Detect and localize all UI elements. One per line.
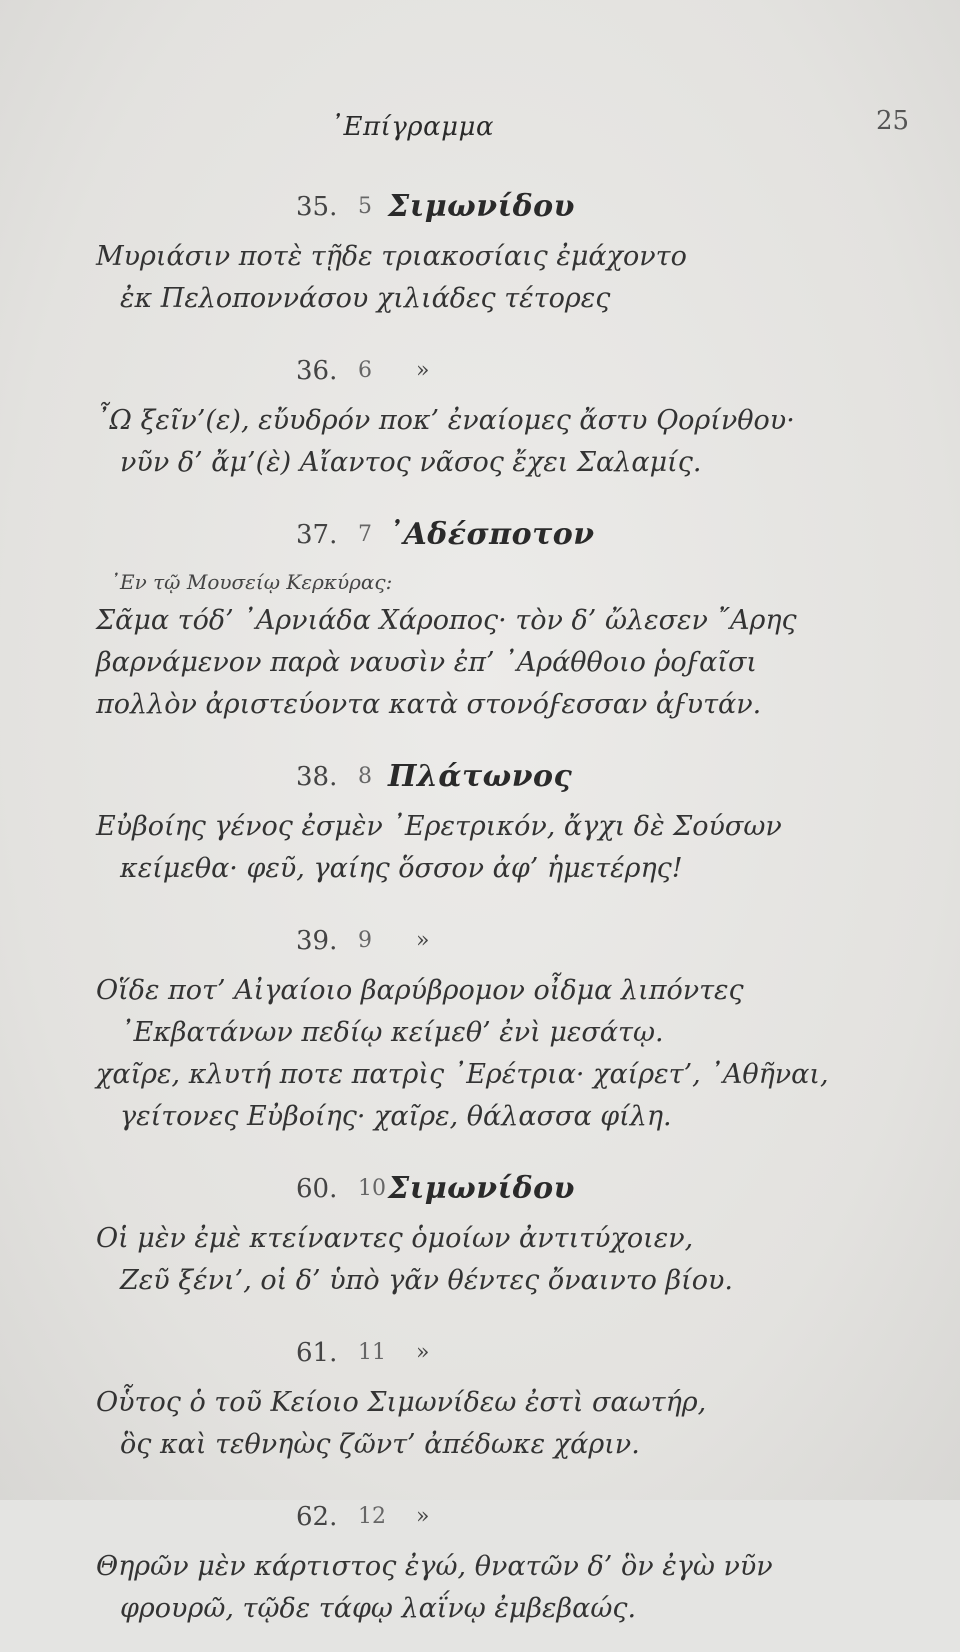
epigram-note: ᾿Εν τῷ Μουσείῳ Κερκύρας: [110,570,393,594]
epigram-list [96,178,876,1652]
epigram-number: 60. [296,1174,338,1204]
epigram-author: Πλάτωνος [388,759,573,794]
epigram [96,912,876,1138]
epigram-subnumber: 7 [358,522,372,547]
epigram-subnumber: 12 [358,1504,386,1529]
verse-line: ὃς καὶ τεθνηὼς ζῶντ’ ἀπέδωκε χάριν. [120,1429,640,1460]
epigram-number: 37. [296,520,338,550]
verse-line: ῏Ω ξεῖν’(ε), εὔυδρόν ποκ’ ἐναίομες ἄστυ Ϙορίνθου· [96,405,795,436]
epigram-heading [96,178,876,236]
epigram-heading [96,1488,876,1546]
epigram-subnumber: 5 [358,194,372,219]
epigram-heading [96,1160,876,1218]
epigram-author: ᾿Αδέσποτον [388,517,595,552]
epigram-number: 35. [296,192,338,222]
epigram-heading [96,1324,876,1382]
verse-line: Θηρῶν μὲν κάρτιστος ἐγώ, θνατῶν δ’ ὃν ἐγὼ νῦν [96,1551,773,1582]
epigram [96,748,876,890]
epigram-number: 39. [296,926,338,956]
epigram-number: 62. [296,1502,338,1532]
epigram-subnumber: 10 [358,1176,386,1201]
verse-line: χαῖρε, κλυτή ποτε πατρὶς ᾿Ερέτρια· χαίρετ’, ᾿Αθῆναι, [96,1059,829,1090]
verse-line: Οἵδε ποτ’ Αἰγαίοιο βαρύβρομον οἶδμα λιπόντες [96,975,744,1006]
epigram-author: Σιμωνίδου [388,189,575,224]
verse-line: Σᾶμα τόδ’ ᾿Αρνιάδα Χάροπος· τὸν δ’ ὤλεσεν ῎Αρης [96,605,797,636]
epigram-subnumber: 8 [358,764,372,789]
epigram-heading [96,506,876,564]
verse-line: Οἱ μὲν ἐμὲ κτείναντες ὁμοίων ἀντιτύχοιεν, [96,1223,694,1254]
verse-line: ἐκ Πελοποννάσου χιλιάδες τέτορες [120,283,611,314]
epigram-heading [96,748,876,806]
epigram [96,1160,876,1302]
page-number: 25 [876,106,910,136]
epigram [96,178,876,320]
epigram-heading [96,342,876,400]
ditto-mark: » [416,928,430,953]
epigram-subnumber: 11 [358,1340,386,1365]
verse-line: Εὐβοίης γένος ἐσμὲν ᾿Ερετρικόν, ἄγχι δὲ Σούσων [96,811,782,842]
epigram-subnumber: 9 [358,928,372,953]
verse-line: βαρνάμενον παρὰ ναυσὶν ἐπ’ ᾿Αράθθοιο ῥοϝαῖσι [96,647,757,678]
epigram [96,342,876,484]
verse-line: γείτονες Εὐβοίης· χαῖρε, θάλασσα φίλη. [120,1101,672,1132]
epigram-subnumber: 6 [358,358,372,383]
ditto-mark: » [416,358,430,383]
epigram-number: 36. [296,356,338,386]
verse-line: κείμεθα· φεῦ, γαίης ὅσσον ἀφ’ ἡμετέρης! [120,853,683,884]
verse-line: Μυριάσιν ποτὲ τῇδε τριακοσίαις ἐμάχοντο [96,241,687,272]
epigram [96,1324,876,1466]
epigram-author: Σιμωνίδου [388,1171,575,1206]
verse-line: Ζεῦ ξένι’, οἱ δ’ ὑπὸ γᾶν θέντες ὄναιντο βίου. [120,1265,733,1296]
verse-line: φρουρῶ, τῷδε τάφῳ λαΐνῳ ἐμβεβαώς. [120,1593,637,1624]
epigram-number: 38. [296,762,338,792]
verse-line: Οὗτος ὁ τοῦ Κείοιο Σιμωνίδεω ἐστὶ σαωτήρ, [96,1387,707,1418]
epigram [96,1488,876,1630]
running-title: ᾿Επίγραμμα [330,112,494,142]
running-head [0,106,960,152]
ditto-mark: » [416,1504,430,1529]
ditto-mark: » [416,1340,430,1365]
epigram-heading [96,912,876,970]
epigram [96,506,876,726]
epigram-number: 61. [296,1338,338,1368]
verse-line: πολλὸν ἀριστεύοντα κατὰ στονόϝεσσαν ἀϝυτάν. [96,689,762,720]
verse-line: νῦν δ’ ἄμ’(ὲ) Αἴαντος νᾶσος ἔχει Σαλαμίς. [120,447,702,478]
verse-line: ᾿Εκβατάνων πεδίῳ κείμεθ’ ἐνὶ μεσάτῳ. [120,1017,664,1048]
